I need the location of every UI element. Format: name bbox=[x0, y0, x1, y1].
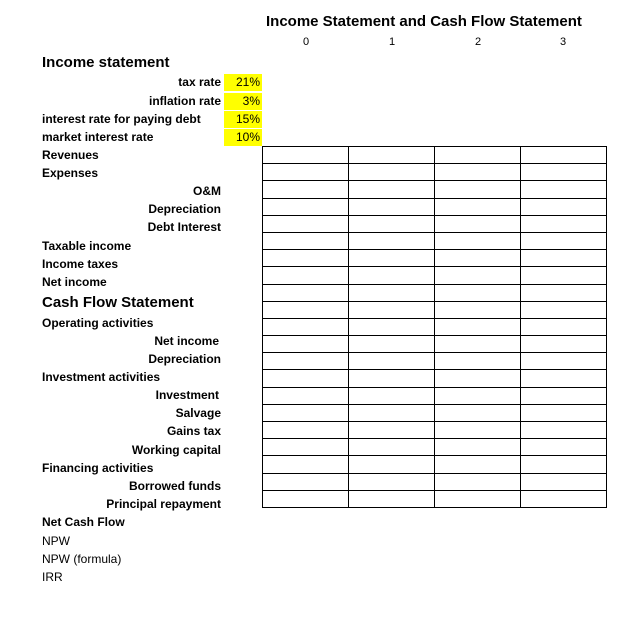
grid-cell[interactable] bbox=[349, 164, 435, 181]
row-label-irr: IRR bbox=[42, 570, 63, 584]
row-label-taxable-income: Taxable income bbox=[42, 239, 132, 253]
grid-cell[interactable] bbox=[521, 490, 607, 507]
row-label-net-cash-flow: Net Cash Flow bbox=[42, 515, 125, 529]
grid-cell[interactable] bbox=[435, 370, 521, 387]
row-label-financing-activities: Financing activities bbox=[42, 461, 154, 475]
grid-cell[interactable] bbox=[521, 232, 607, 249]
grid-cell[interactable] bbox=[521, 318, 607, 335]
row-label-depreciation: Depreciation bbox=[148, 202, 221, 216]
row-label-operating-activities: Operating activities bbox=[42, 316, 154, 330]
grid-cell[interactable] bbox=[435, 284, 521, 301]
column-header-3: 3 bbox=[559, 36, 567, 48]
grid-cell[interactable] bbox=[263, 147, 349, 164]
grid-cell[interactable] bbox=[263, 301, 349, 318]
grid-cell[interactable] bbox=[435, 164, 521, 181]
grid-cell[interactable] bbox=[435, 181, 521, 198]
grid-row bbox=[263, 250, 607, 267]
row-label-investment-activities: Investment activities bbox=[42, 370, 161, 384]
grid-cell[interactable] bbox=[263, 490, 349, 507]
grid-cell[interactable] bbox=[349, 250, 435, 267]
grid-row bbox=[263, 232, 607, 249]
grid-cell[interactable] bbox=[349, 353, 435, 370]
grid-cell[interactable] bbox=[263, 387, 349, 404]
grid-cell[interactable] bbox=[349, 473, 435, 490]
grid-cell[interactable] bbox=[263, 250, 349, 267]
param-value-inflation-rate[interactable]: 3% bbox=[224, 93, 262, 110]
row-label-npw-formula: NPW (formula) bbox=[42, 552, 122, 566]
grid-cell[interactable] bbox=[349, 318, 435, 335]
grid-cell[interactable] bbox=[435, 404, 521, 421]
row-label-cf-net-income: Net income bbox=[154, 334, 219, 348]
grid-cell[interactable] bbox=[263, 336, 349, 353]
grid-cell[interactable] bbox=[263, 267, 349, 284]
row-label-revenues: Revenues bbox=[42, 148, 99, 162]
grid-cell[interactable] bbox=[521, 301, 607, 318]
grid-cell[interactable] bbox=[349, 387, 435, 404]
grid-cell[interactable] bbox=[435, 267, 521, 284]
grid-cell[interactable] bbox=[263, 284, 349, 301]
grid-cell[interactable] bbox=[349, 147, 435, 164]
grid-cell[interactable] bbox=[349, 284, 435, 301]
column-header-1: 1 bbox=[388, 36, 396, 48]
grid-cell[interactable] bbox=[521, 387, 607, 404]
param-value-debt-interest-rate[interactable]: 15% bbox=[224, 111, 262, 128]
grid-row bbox=[263, 490, 607, 507]
grid-row bbox=[263, 267, 607, 284]
grid-cell[interactable] bbox=[521, 370, 607, 387]
grid-cell[interactable] bbox=[263, 198, 349, 215]
grid-row bbox=[263, 147, 607, 164]
grid-cell[interactable] bbox=[263, 318, 349, 335]
grid-cell[interactable] bbox=[263, 215, 349, 232]
grid-cell[interactable] bbox=[521, 439, 607, 456]
grid-cell[interactable] bbox=[521, 147, 607, 164]
grid-row bbox=[263, 336, 607, 353]
grid-row bbox=[263, 404, 607, 421]
cash-flow-heading: Cash Flow Statement bbox=[42, 294, 194, 311]
grid-cell[interactable] bbox=[435, 318, 521, 335]
param-label-tax-rate: tax rate bbox=[178, 75, 221, 89]
row-label-principal-repayment: Principal repayment bbox=[106, 497, 221, 511]
grid-cell[interactable] bbox=[349, 490, 435, 507]
grid-row bbox=[263, 301, 607, 318]
grid-cell[interactable] bbox=[349, 198, 435, 215]
grid-cell[interactable] bbox=[435, 198, 521, 215]
column-header-2: 2 bbox=[474, 36, 482, 48]
grid-cell[interactable] bbox=[263, 456, 349, 473]
grid-cell[interactable] bbox=[349, 404, 435, 421]
row-label-expenses: Expenses bbox=[42, 166, 99, 180]
param-value-market-interest-rate[interactable]: 10% bbox=[224, 129, 262, 146]
data-grid bbox=[262, 146, 607, 508]
grid-row bbox=[263, 215, 607, 232]
grid-cell[interactable] bbox=[263, 370, 349, 387]
param-value-tax-rate[interactable]: 21% bbox=[224, 74, 262, 91]
grid-row bbox=[263, 387, 607, 404]
grid-row bbox=[263, 353, 607, 370]
grid-cell[interactable] bbox=[435, 456, 521, 473]
grid-cell[interactable] bbox=[521, 456, 607, 473]
grid-row bbox=[263, 439, 607, 456]
grid-cell[interactable] bbox=[521, 250, 607, 267]
grid-row bbox=[263, 284, 607, 301]
row-label-om: O&M bbox=[193, 184, 221, 198]
grid-cell[interactable] bbox=[521, 164, 607, 181]
grid-cell[interactable] bbox=[349, 232, 435, 249]
row-label-gains-tax: Gains tax bbox=[166, 424, 221, 438]
row-label-debt-interest: Debt Interest bbox=[147, 220, 221, 234]
grid-cell[interactable] bbox=[349, 301, 435, 318]
grid-cell[interactable] bbox=[435, 473, 521, 490]
grid-cell[interactable] bbox=[435, 353, 521, 370]
sheet-title: Income Statement and Cash Flow Statement bbox=[266, 13, 582, 30]
grid-cell[interactable] bbox=[521, 215, 607, 232]
row-label-working-capital: Working capital bbox=[131, 443, 221, 457]
param-label-debt-interest-rate: interest rate for paying debt bbox=[42, 112, 201, 126]
param-label-market-interest-rate: market interest rate bbox=[42, 130, 154, 144]
grid-cell[interactable] bbox=[349, 422, 435, 439]
grid-cell[interactable] bbox=[263, 422, 349, 439]
grid-cell[interactable] bbox=[263, 181, 349, 198]
row-label-net-income: Net income bbox=[42, 275, 107, 289]
grid-cell[interactable] bbox=[349, 336, 435, 353]
grid-cell[interactable] bbox=[263, 404, 349, 421]
grid-row bbox=[263, 370, 607, 387]
grid-cell[interactable] bbox=[349, 267, 435, 284]
grid-cell[interactable] bbox=[521, 353, 607, 370]
grid-cell[interactable] bbox=[521, 336, 607, 353]
grid-cell[interactable] bbox=[263, 353, 349, 370]
grid-cell[interactable] bbox=[521, 198, 607, 215]
row-label-cf-depreciation: Depreciation bbox=[148, 352, 221, 366]
grid-cell[interactable] bbox=[521, 473, 607, 490]
grid-cell[interactable] bbox=[435, 250, 521, 267]
grid-cell[interactable] bbox=[435, 439, 521, 456]
grid-cell[interactable] bbox=[349, 370, 435, 387]
grid-row bbox=[263, 456, 607, 473]
grid-cell[interactable] bbox=[435, 232, 521, 249]
grid-cell[interactable] bbox=[521, 267, 607, 284]
grid-row bbox=[263, 473, 607, 490]
grid-row bbox=[263, 164, 607, 181]
grid-cell[interactable] bbox=[435, 301, 521, 318]
grid-cell[interactable] bbox=[435, 387, 521, 404]
grid-cell[interactable] bbox=[435, 147, 521, 164]
grid-cell[interactable] bbox=[521, 422, 607, 439]
grid-cell[interactable] bbox=[521, 284, 607, 301]
grid-row bbox=[263, 318, 607, 335]
grid-cell[interactable] bbox=[435, 422, 521, 439]
grid-cell[interactable] bbox=[435, 215, 521, 232]
grid-cell[interactable] bbox=[263, 439, 349, 456]
row-label-npw: NPW bbox=[42, 534, 70, 548]
grid-cell[interactable] bbox=[435, 490, 521, 507]
row-label-income-taxes: Income taxes bbox=[42, 257, 119, 271]
grid-cell[interactable] bbox=[435, 336, 521, 353]
param-label-inflation-rate: inflation rate bbox=[148, 94, 221, 108]
grid-cell[interactable] bbox=[349, 181, 435, 198]
grid-cell[interactable] bbox=[349, 439, 435, 456]
grid-cell[interactable] bbox=[263, 232, 349, 249]
grid-cell[interactable] bbox=[263, 164, 349, 181]
grid-cell[interactable] bbox=[349, 456, 435, 473]
row-label-borrowed-funds: Borrowed funds bbox=[129, 479, 221, 493]
grid-row bbox=[263, 422, 607, 439]
grid-cell[interactable] bbox=[349, 215, 435, 232]
grid-cell[interactable] bbox=[263, 473, 349, 490]
grid-row bbox=[263, 181, 607, 198]
row-label-investment: Investment bbox=[155, 388, 219, 402]
grid-cell[interactable] bbox=[521, 181, 607, 198]
grid-row bbox=[263, 198, 607, 215]
row-label-salvage: Salvage bbox=[175, 406, 221, 420]
income-statement-heading: Income statement bbox=[42, 54, 170, 71]
column-header-0: 0 bbox=[302, 36, 310, 48]
grid-cell[interactable] bbox=[521, 404, 607, 421]
